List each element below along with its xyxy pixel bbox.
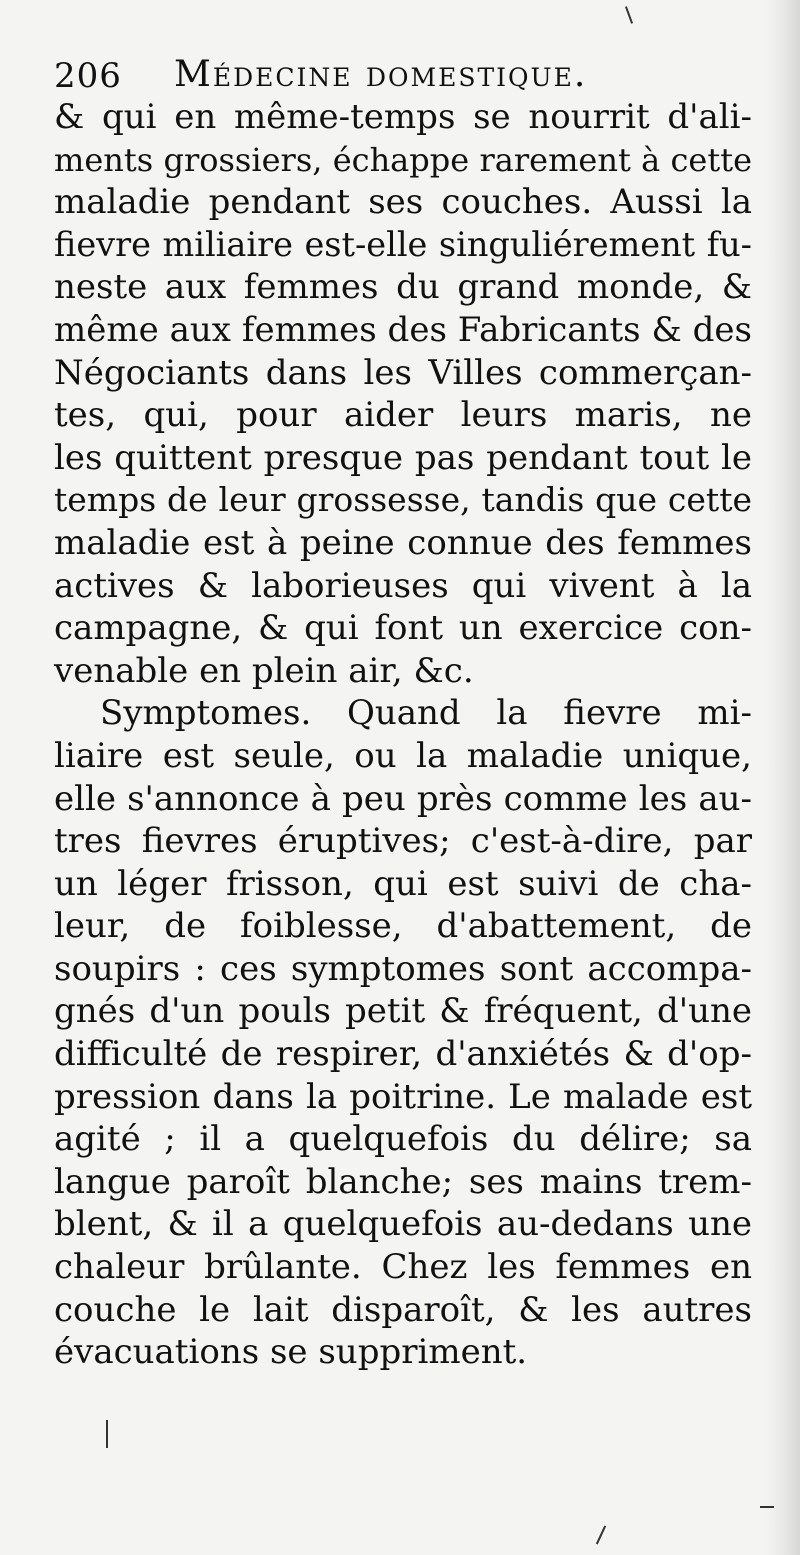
text-line: langue paroît blanche; ses mains trem-: [54, 1161, 752, 1202]
page-edge-shadow: [766, 0, 800, 1555]
ink-speck: [760, 1506, 774, 1508]
text-line: difficulté de respirer, d'anxiétés & d'op-: [54, 1034, 752, 1075]
text-line: chaleur brûlante. Chez les femmes en: [54, 1247, 752, 1288]
text-line: elle s'annonce à peu près comme les au-: [54, 778, 752, 819]
text-line: gnés d'un pouls petit & fréquent, d'une: [54, 991, 752, 1032]
text-line: un léger frisson, qui est suivi de cha-: [54, 863, 752, 904]
text-line: actives & laborieuses qui vivent à la: [54, 565, 752, 606]
text-line: évacuations se suppriment.: [54, 1332, 528, 1373]
text-line: soupirs : ces symptomes sont accompa-: [54, 948, 752, 989]
running-title: Médecine domestique.: [174, 54, 588, 95]
ink-speck: [625, 6, 633, 24]
text-line: liaire est seule, ou la maladie unique,: [54, 735, 752, 776]
text-line: tes, qui, pour aider leurs maris, ne: [54, 395, 752, 436]
text-line: ments grossiers, échappe rarement à cette: [54, 140, 752, 179]
page-header: [50, 52, 750, 102]
text-line: temps de leur grossesse, tandis que cette: [54, 480, 752, 520]
text-line: Négociants dans les Villes commerçan-: [54, 352, 752, 393]
text-line: tres fievres éruptives; c'est-à-dire, par: [54, 821, 752, 862]
ink-speck: [106, 1420, 108, 1448]
page-number: 206: [54, 56, 122, 96]
text-line: neste aux femmes du grand monde, &: [54, 267, 752, 308]
text-line: pression dans la poitrine. Le malade est: [54, 1076, 752, 1117]
text-line: leur, de foiblesse, d'abattement, de: [54, 906, 752, 947]
text-line: campagne, & qui font un exercice con-: [54, 608, 752, 649]
text-line: maladie est à peine connue des femmes: [54, 522, 752, 563]
text-line: maladie pendant ses couches. Aussi la: [54, 182, 752, 223]
ink-speck: [596, 1526, 606, 1545]
text-line: les quittent presque pas pendant tout le: [54, 437, 752, 478]
text-line: venable en plein air, &c.: [54, 650, 474, 691]
text-line: fievre miliaire est-elle singuliérement fu-: [54, 224, 752, 264]
text-line: couche le lait disparoît, & les autres: [54, 1289, 752, 1330]
body-text: [54, 96, 752, 1374]
text-line-section-start: Symptomes. Quand la fievre mi-: [100, 693, 752, 734]
text-line: même aux femmes des Fabricants & des: [54, 309, 752, 350]
text-line: blent, & il a quelquefois au-dedans une: [54, 1204, 752, 1245]
text-line: agité ; il a quelquefois du délire; sa: [54, 1119, 752, 1160]
text-line: & qui en même-temps se nourrit d'ali-: [54, 97, 752, 137]
